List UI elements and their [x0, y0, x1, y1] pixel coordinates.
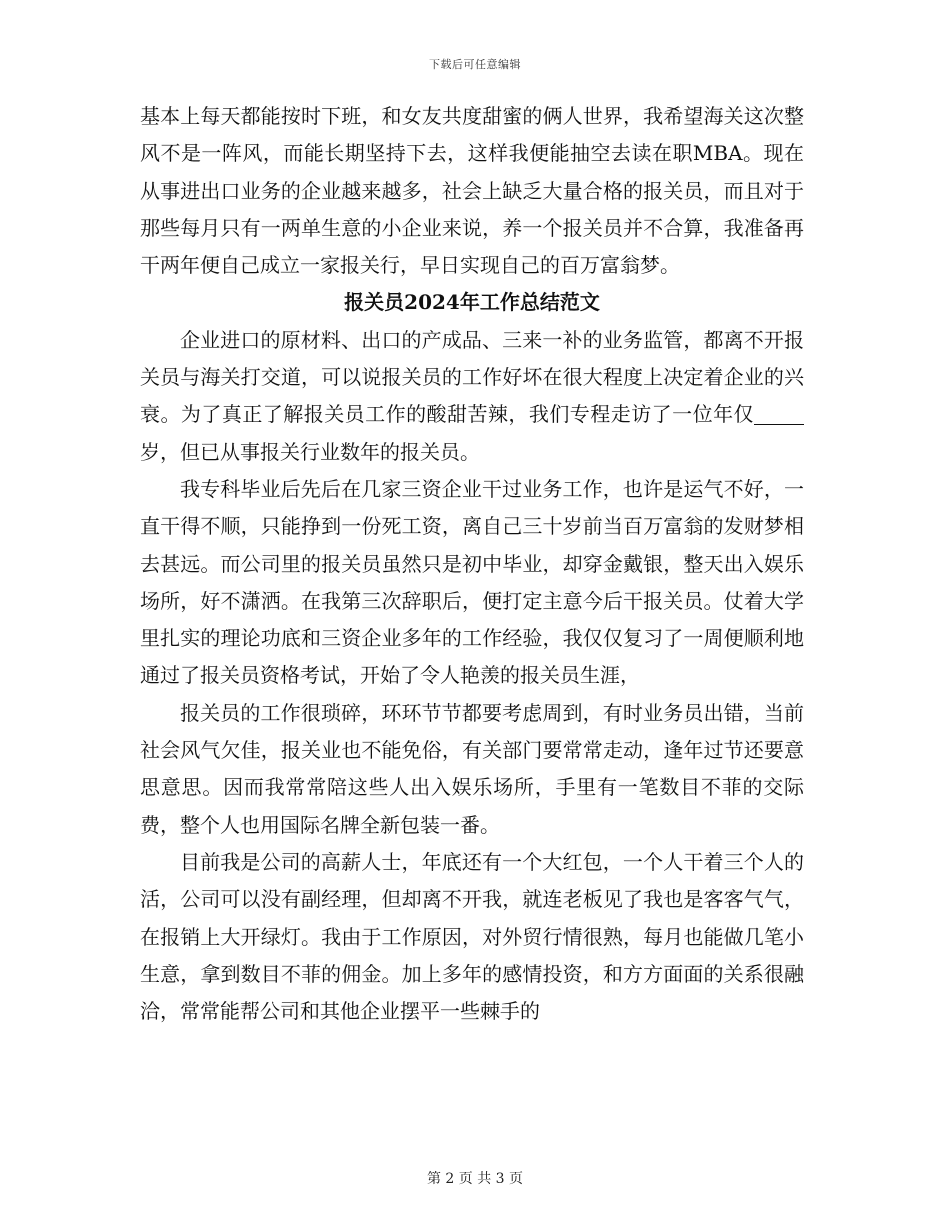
document-body: [140, 98, 804, 1030]
paragraph-work: 报关员的工作很琐碎，环环节节都要考虑周到，有时业务员出错，当前社会风气欠佳，报关业也不能免俗，有关部门要常常走动，逢年过节还要意思意思。因而我常常陪这些人出入娱乐场所，手里有一笔数目不菲的交际费，整个人也用国际名牌全新包装一番。: [140, 700, 804, 837]
paragraph-status: 目前我是公司的高薪人士，年底还有一个大红包，一个人干着三个人的活，公司可以没有副经理，但却离不开我，就连老板见了我也是客客气气，在报销上大开绿灯。我由于工作原因，对外贸行情很熟，每月也能做几笔小生意，拿到数目不菲的佣金。加上多年的感情投资，和方方面面的关系很融洽，常常能帮公司和其他企业摆平一些棘手的: [140, 849, 804, 1024]
paragraph-intro: [140, 322, 804, 471]
page-number: 第 2 页 共 3 页: [426, 1171, 524, 1187]
paragraph-intro-text: 企业进口的原材料、出口的产成品、三来一补的业务监管，都离不开报关员与海关打交道，可以说报关员的工作好坏在很大程度上决定着企业的兴衰。为了真正了解报关员工作的酸甜苦辣，我们专程走访了一位年仅: [140, 327, 804, 427]
paragraph-continued: 基本上每天都能按时下班，和女友共度甜蜜的俩人世界，我希望海关这次整风不是一阵风，而能长期坚持下去，这样我便能抽空去读在职MBA。现在从事进出口业务的企业越来越多，社会上缺乏大量合格的报关员，而且对于那些每月只有一两单生意的小企业来说，养一个报关员并不合算，我准备再干两年便自己成立一家报关行，早日实现自己的百万富翁梦。: [140, 104, 804, 278]
paragraph-intro-text-end: 岁，但已从事报关行业数年的报关员。: [140, 439, 480, 464]
section-heading: 报关员2024年工作总结范文: [344, 290, 600, 315]
header-note: 下载后可任意编辑: [429, 58, 521, 71]
age-blank: [754, 404, 804, 425]
paragraph-career: 我专科毕业后先后在几家三资企业干过业务工作，也许是运气不好，一直干得不顺，只能挣到一份死工资，离自己三十岁前当百万富翁的发财梦相去甚远。而公司里的报关员虽然只是初中毕业，却穿金戴银，整天出入娱乐场所，好不潇洒。在我第三次辞职后，便打定主意今后干报关员。仗着大学里扎实的理论功底和三资企业多年的工作经验，我仅仅复习了一周便顺利地通过了报关员资格考试，开始了令人艳羡的报关员生涯，: [140, 476, 804, 688]
